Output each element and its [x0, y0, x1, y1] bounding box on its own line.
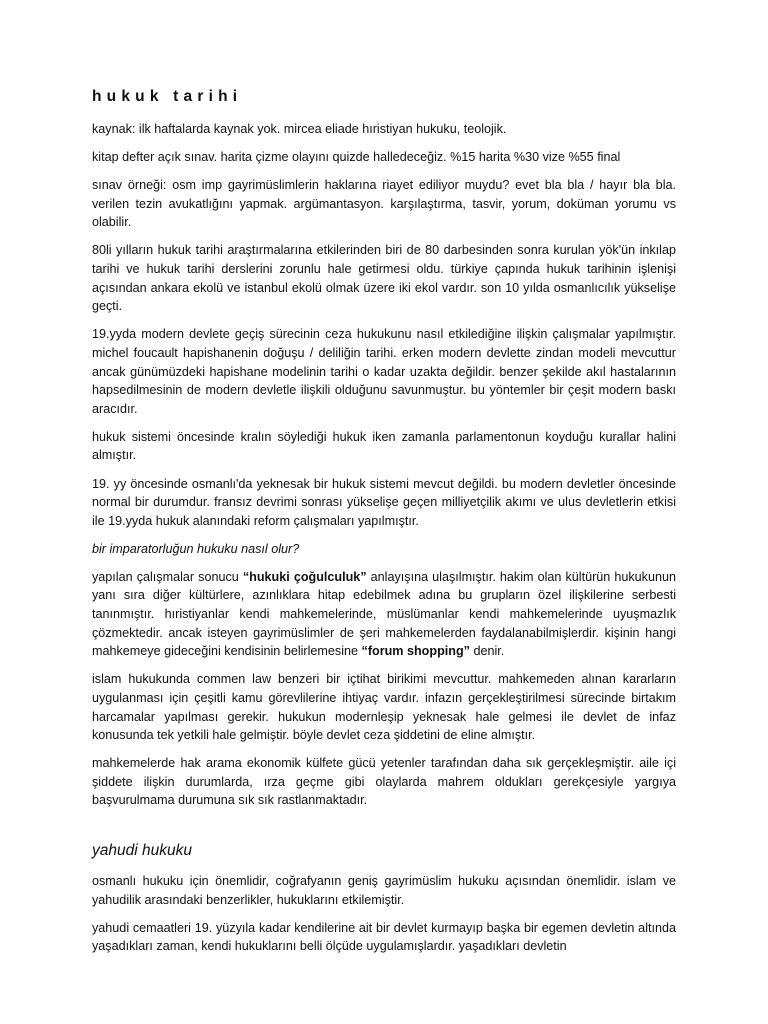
text-run: anlayışına ulaşılmıştır. hakim olan kültürün hukukunun yanı sıra diğer kültürlere, azınlıklara hitap edebilmek adına bu grupların özel ilişkilerine serbesti tanınmıştır. hıristiyanlar kendi mahkemelerinde, müslümanlar kendi mahkemelerinde uyuşmazlık çözmektedir. ancak isteyen gayrimüslimler de şeri mahkemelerden faydalanabilmişlerdir. kişinin hangi mahkemeye gideceğini kendisinin belirlemesine: [92, 569, 676, 659]
paragraph-exam-format: kitap defter açık sınav. harita çizme olayını quizde halledeceğiz. %15 harita %30 vize %55 final: [92, 150, 621, 165]
paragraph-legal-pluralism: [92, 568, 676, 661]
document-page: [92, 86, 676, 965]
paragraph-ottoman-uniform-law: 19. yy öncesinde osmanlı'da yeknesak bir hukuk sistemi mevcut değildi. bu modern devletler öncesinde normal bir durumdur. fransız devrimi sonrası yükselişe geçen milliyetçilik akımı ve ulus devletlerin etkisi ile 19.yyda hukuk alanındaki reform çalışmaları yapılmıştır.: [92, 476, 676, 528]
paragraph-legal-system: hukuk sistemi öncesinde kralın söylediği hukuk iken zamanla parlamentonun koyduğu kurallar halini almıştır.: [92, 429, 676, 463]
paragraph-courts-cost: mahkemelerde hak arama ekonomik külfete gücü yetenler tarafından daha sık gerçekleşmiştir. aile içi şiddete ilişkin durumlarda, ırza geçme gibi olaylarda mahrem oldukları gerekçesiyle yargıya başvurulmama durumuna sık sık rastlanmaktadır.: [92, 756, 676, 808]
term-legal-pluralism: “hukuki çoğulculuk”: [242, 569, 367, 584]
paragraph-islamic-law: islam hukukunda commen law benzeri bir içtihat birikimi mevcuttur. mahkemeden alınan kararların uygulanması için çeşitli kamu görevlilerine ihtiyaç vardır. infazın gerçekleştirilmesi sürecinde birtakım harcamalar yapılması gerekir. hukukun modernleşip yeknesak hale gelmesi ile devlet de infaz konusunda tek yetkili hale gelmiştir. böyle devlet ceza şiddetini de eline almıştır.: [92, 672, 676, 743]
section-heading-jewish-law: yahudi hukuku: [92, 842, 192, 859]
paragraph-empire-question: bir imparatorluğun hukuku nasıl olur?: [92, 541, 300, 556]
paragraph-80s-research: 80li yılların hukuk tarihi araştırmalarına etkilerinden biri de 80 darbesinden sonra kurulan yök'ün inkılap tarihi ve hukuk tarihi derslerini zorunlu hale getirmesi oldu. türkiye çapında hukuk tarihinin işlenişi açısından ankara ekolü ve istanbul ekolü olmak üzere iki ekol vardır. son 10 yılda osmanlıcılık yükselişe geçti.: [92, 243, 676, 314]
paragraph-jewish-law-importance: osmanlı hukuku için önemlidir, coğrafyanın geniş gayrimüslim hukuku açısından önemlidir. islam ve yahudilik arasındaki benzerlikler, hukuklarını etkilemiştir.: [92, 874, 676, 907]
text-run: denir.: [469, 644, 505, 659]
paragraph-exam-example: sınav örneği: osm imp gayrimüslimlerin haklarına riayet ediliyor muydu? evet bla bla / hayır bla bla. verilen tezin avukatlığını yapmak. argümantasyon. karşılaştırma, tasvir, yorum, doküman yorumu vs olabilir.: [92, 178, 676, 230]
paragraph-sources: kaynak: ilk haftalarda kaynak yok. mircea eliade hıristiyan hukuku, teolojik.: [92, 122, 507, 136]
term-forum-shopping: “forum shopping”: [361, 644, 470, 659]
paragraph-jewish-communities: yahudi cemaatleri 19. yüzyıla kadar kendilerine ait bir devlet kurmayıp başka bir egemen devletin altında yaşadıkları zaman, kendi hukuklarını belli ölçüde uygulamışlardır. yaşadıkları devletin: [92, 920, 676, 954]
paragraph-19th-century-criminal-law: 19.yyda modern devlete geçiş sürecinin ceza hukukunu nasıl etkilediğine ilişkin çalışmalar yapılmıştır. michel foucault hapishanenin doğuşu / deliliğin tarihi. erken modern devlette zindan modeli mevcuttur ancak günümüzdeki hapishane modelinin tarihi o kadar uzakta değildir. benzer şekilde akıl hastalarının hapsedilmesinin de modern devletle ilişkili olduğunu savunmuştur. bu yöntemler bir çeşit modern baskı aracıdır.: [92, 327, 676, 416]
document-title: hukuk tarihi: [92, 88, 243, 105]
text-run: yapılan çalışmalar sonucu: [92, 569, 243, 584]
